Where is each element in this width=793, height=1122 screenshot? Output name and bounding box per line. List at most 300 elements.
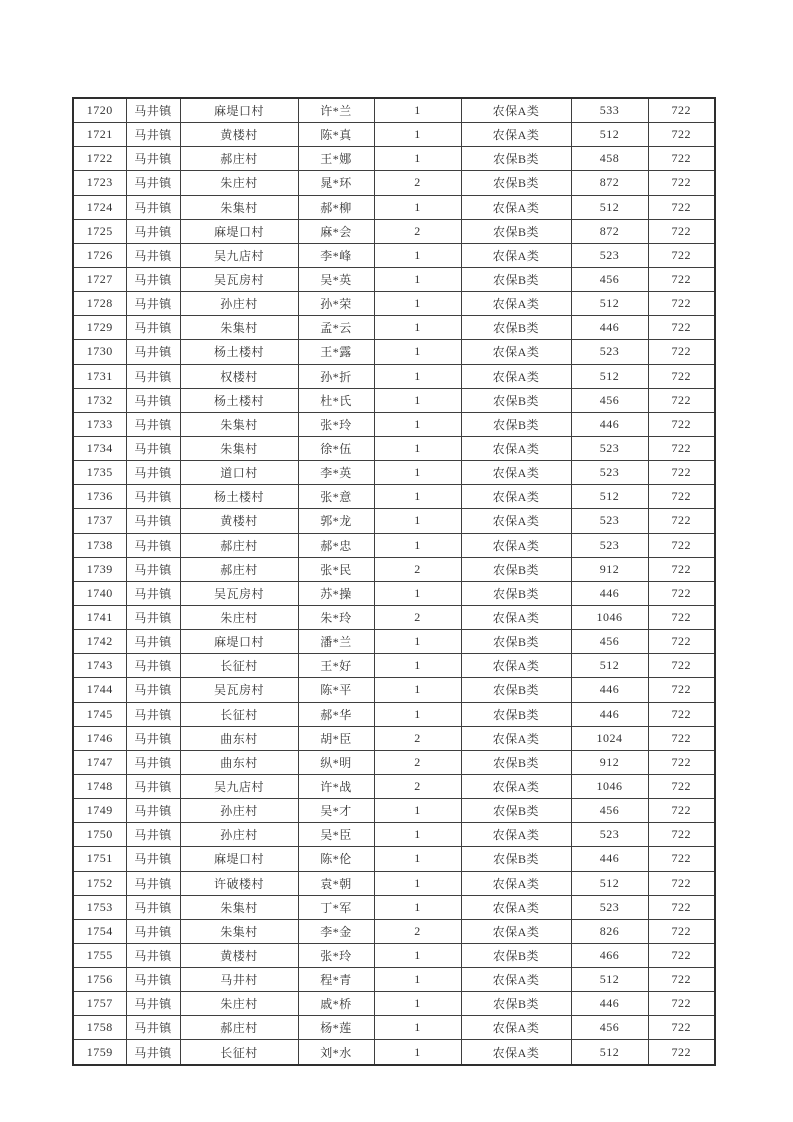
cell-village: 郝庄村 (180, 147, 298, 171)
cell-category: 农保B类 (461, 557, 571, 581)
table-row (73, 340, 715, 364)
cell-name: 苏*操 (298, 581, 374, 605)
cell-amount: 1046 (571, 774, 648, 798)
cell-amount: 1024 (571, 726, 648, 750)
cell-standard: 722 (648, 340, 715, 364)
cell-name: 张*玲 (298, 412, 374, 436)
cell-amount: 523 (571, 895, 648, 919)
cell-persons: 1 (374, 340, 461, 364)
table-row (73, 171, 715, 195)
cell-name: 袁*朝 (298, 871, 374, 895)
cell-category: 农保A类 (461, 605, 571, 629)
cell-standard: 722 (648, 943, 715, 967)
cell-category: 农保A类 (461, 533, 571, 557)
cell-standard: 722 (648, 436, 715, 460)
cell-town: 马井镇 (126, 799, 180, 823)
table-row (73, 412, 715, 436)
cell-town: 马井镇 (126, 871, 180, 895)
cell-standard: 722 (648, 678, 715, 702)
table-row (73, 1016, 715, 1040)
cell-town: 马井镇 (126, 147, 180, 171)
cell-category: 农保B类 (461, 219, 571, 243)
cell-town: 马井镇 (126, 436, 180, 460)
cell-name: 张*民 (298, 557, 374, 581)
cell-seq: 1736 (73, 485, 126, 509)
cell-persons: 1 (374, 799, 461, 823)
table-row (73, 630, 715, 654)
cell-village: 黄楼村 (180, 509, 298, 533)
cell-village: 吴瓦房村 (180, 581, 298, 605)
cell-standard: 722 (648, 98, 715, 123)
cell-seq: 1744 (73, 678, 126, 702)
table-row (73, 316, 715, 340)
cell-standard: 722 (648, 123, 715, 147)
cell-seq: 1752 (73, 871, 126, 895)
cell-standard: 722 (648, 461, 715, 485)
cell-village: 朱集村 (180, 919, 298, 943)
cell-category: 农保B类 (461, 267, 571, 291)
cell-name: 郝*忠 (298, 533, 374, 557)
cell-town: 马井镇 (126, 485, 180, 509)
benefit-roster-table (72, 97, 716, 1066)
cell-name: 许*战 (298, 774, 374, 798)
cell-standard: 722 (648, 557, 715, 581)
cell-seq: 1722 (73, 147, 126, 171)
cell-amount: 523 (571, 461, 648, 485)
cell-town: 马井镇 (126, 702, 180, 726)
cell-seq: 1728 (73, 292, 126, 316)
cell-village: 朱庄村 (180, 171, 298, 195)
cell-name: 陈*平 (298, 678, 374, 702)
cell-amount: 456 (571, 799, 648, 823)
cell-persons: 1 (374, 412, 461, 436)
cell-name: 陈*真 (298, 123, 374, 147)
cell-name: 丁*军 (298, 895, 374, 919)
cell-standard: 722 (648, 364, 715, 388)
cell-name: 晁*环 (298, 171, 374, 195)
cell-seq: 1721 (73, 123, 126, 147)
cell-category: 农保B类 (461, 943, 571, 967)
cell-category: 农保A类 (461, 919, 571, 943)
cell-category: 农保A类 (461, 243, 571, 267)
cell-seq: 1737 (73, 509, 126, 533)
cell-standard: 722 (648, 968, 715, 992)
cell-village: 杨土楼村 (180, 485, 298, 509)
cell-name: 陈*伦 (298, 847, 374, 871)
cell-standard: 722 (648, 799, 715, 823)
cell-village: 朱庄村 (180, 992, 298, 1016)
cell-village: 朱集村 (180, 195, 298, 219)
cell-category: 农保B类 (461, 678, 571, 702)
cell-village: 长征村 (180, 654, 298, 678)
cell-town: 马井镇 (126, 678, 180, 702)
cell-town: 马井镇 (126, 340, 180, 364)
cell-category: 农保B类 (461, 630, 571, 654)
cell-name: 朱*玲 (298, 605, 374, 629)
cell-seq: 1733 (73, 412, 126, 436)
cell-amount: 512 (571, 195, 648, 219)
cell-town: 马井镇 (126, 750, 180, 774)
cell-town: 马井镇 (126, 1016, 180, 1040)
cell-seq: 1754 (73, 919, 126, 943)
cell-town: 马井镇 (126, 1040, 180, 1065)
cell-standard: 722 (648, 171, 715, 195)
table-row (73, 774, 715, 798)
cell-town: 马井镇 (126, 968, 180, 992)
cell-village: 朱集村 (180, 316, 298, 340)
cell-standard: 722 (648, 1040, 715, 1065)
cell-persons: 1 (374, 992, 461, 1016)
cell-persons: 1 (374, 243, 461, 267)
table-row (73, 799, 715, 823)
cell-category: 农保B类 (461, 388, 571, 412)
cell-standard: 722 (648, 726, 715, 750)
table-row (73, 702, 715, 726)
cell-seq: 1734 (73, 436, 126, 460)
cell-category: 农保B类 (461, 992, 571, 1016)
cell-village: 权楼村 (180, 364, 298, 388)
table-row (73, 871, 715, 895)
cell-persons: 2 (374, 726, 461, 750)
cell-seq: 1742 (73, 630, 126, 654)
cell-category: 农保A类 (461, 485, 571, 509)
cell-village: 朱集村 (180, 895, 298, 919)
cell-amount: 456 (571, 267, 648, 291)
cell-name: 李*峰 (298, 243, 374, 267)
cell-persons: 2 (374, 605, 461, 629)
cell-amount: 512 (571, 485, 648, 509)
cell-persons: 2 (374, 919, 461, 943)
cell-town: 马井镇 (126, 654, 180, 678)
cell-standard: 722 (648, 292, 715, 316)
table-row (73, 919, 715, 943)
cell-category: 农保A类 (461, 123, 571, 147)
cell-amount: 512 (571, 654, 648, 678)
cell-category: 农保A类 (461, 195, 571, 219)
cell-persons: 2 (374, 774, 461, 798)
cell-seq: 1726 (73, 243, 126, 267)
cell-name: 许*兰 (298, 98, 374, 123)
cell-village: 麻堤口村 (180, 219, 298, 243)
cell-village: 朱庄村 (180, 605, 298, 629)
cell-category: 农保A类 (461, 1016, 571, 1040)
cell-town: 马井镇 (126, 823, 180, 847)
cell-persons: 1 (374, 98, 461, 123)
cell-seq: 1741 (73, 605, 126, 629)
cell-name: 程*青 (298, 968, 374, 992)
cell-amount: 523 (571, 823, 648, 847)
cell-village: 杨土楼村 (180, 388, 298, 412)
cell-persons: 1 (374, 509, 461, 533)
cell-seq: 1747 (73, 750, 126, 774)
cell-persons: 2 (374, 557, 461, 581)
cell-persons: 1 (374, 267, 461, 291)
cell-village: 郝庄村 (180, 557, 298, 581)
cell-category: 农保B类 (461, 750, 571, 774)
cell-persons: 1 (374, 147, 461, 171)
cell-seq: 1757 (73, 992, 126, 1016)
cell-category: 农保A类 (461, 654, 571, 678)
cell-category: 农保A类 (461, 436, 571, 460)
cell-persons: 1 (374, 195, 461, 219)
table-row (73, 123, 715, 147)
cell-name: 王*娜 (298, 147, 374, 171)
table-row (73, 726, 715, 750)
cell-amount: 512 (571, 968, 648, 992)
cell-town: 马井镇 (126, 98, 180, 123)
cell-persons: 1 (374, 388, 461, 412)
cell-amount: 872 (571, 219, 648, 243)
table-row (73, 195, 715, 219)
cell-town: 马井镇 (126, 509, 180, 533)
cell-persons: 1 (374, 630, 461, 654)
cell-seq: 1730 (73, 340, 126, 364)
cell-persons: 1 (374, 1040, 461, 1065)
table-row (73, 243, 715, 267)
table-row (73, 847, 715, 871)
cell-persons: 1 (374, 895, 461, 919)
cell-standard: 722 (648, 774, 715, 798)
cell-name: 潘*兰 (298, 630, 374, 654)
cell-amount: 512 (571, 871, 648, 895)
table-row (73, 1040, 715, 1065)
cell-name: 吴*才 (298, 799, 374, 823)
cell-village: 麻堤口村 (180, 98, 298, 123)
cell-village: 曲东村 (180, 726, 298, 750)
cell-category: 农保B类 (461, 316, 571, 340)
cell-town: 马井镇 (126, 461, 180, 485)
cell-amount: 523 (571, 533, 648, 557)
table-row (73, 436, 715, 460)
cell-village: 长征村 (180, 702, 298, 726)
cell-seq: 1729 (73, 316, 126, 340)
cell-town: 马井镇 (126, 992, 180, 1016)
cell-name: 吴*臣 (298, 823, 374, 847)
cell-seq: 1740 (73, 581, 126, 605)
cell-town: 马井镇 (126, 388, 180, 412)
cell-amount: 446 (571, 678, 648, 702)
cell-amount: 446 (571, 702, 648, 726)
table-row (73, 292, 715, 316)
cell-town: 马井镇 (126, 605, 180, 629)
cell-category: 农保A类 (461, 461, 571, 485)
cell-amount: 456 (571, 1016, 648, 1040)
table-row (73, 823, 715, 847)
cell-standard: 722 (648, 485, 715, 509)
cell-persons: 1 (374, 485, 461, 509)
cell-standard: 722 (648, 1016, 715, 1040)
cell-category: 农保A类 (461, 823, 571, 847)
table-row (73, 509, 715, 533)
table-row (73, 267, 715, 291)
table-row (73, 678, 715, 702)
cell-town: 马井镇 (126, 895, 180, 919)
table-row (73, 219, 715, 243)
cell-standard: 722 (648, 702, 715, 726)
cell-town: 马井镇 (126, 919, 180, 943)
cell-name: 杜*氏 (298, 388, 374, 412)
cell-standard: 722 (648, 316, 715, 340)
table-row (73, 605, 715, 629)
cell-amount: 512 (571, 292, 648, 316)
cell-amount: 912 (571, 557, 648, 581)
cell-seq: 1748 (73, 774, 126, 798)
cell-seq: 1756 (73, 968, 126, 992)
cell-standard: 722 (648, 871, 715, 895)
cell-town: 马井镇 (126, 943, 180, 967)
cell-persons: 2 (374, 171, 461, 195)
cell-seq: 1746 (73, 726, 126, 750)
cell-town: 马井镇 (126, 630, 180, 654)
cell-village: 杨土楼村 (180, 340, 298, 364)
cell-seq: 1751 (73, 847, 126, 871)
cell-category: 农保A类 (461, 968, 571, 992)
table-row (73, 943, 715, 967)
cell-village: 马井村 (180, 968, 298, 992)
cell-village: 吴瓦房村 (180, 267, 298, 291)
cell-seq: 1753 (73, 895, 126, 919)
cell-seq: 1749 (73, 799, 126, 823)
cell-town: 马井镇 (126, 557, 180, 581)
table-row (73, 750, 715, 774)
cell-persons: 1 (374, 823, 461, 847)
cell-amount: 446 (571, 992, 648, 1016)
cell-seq: 1743 (73, 654, 126, 678)
cell-category: 农保B类 (461, 147, 571, 171)
cell-standard: 722 (648, 243, 715, 267)
table-body (73, 98, 715, 1065)
cell-amount: 912 (571, 750, 648, 774)
cell-category: 农保B类 (461, 412, 571, 436)
cell-category: 农保A类 (461, 340, 571, 364)
cell-persons: 1 (374, 533, 461, 557)
cell-seq: 1739 (73, 557, 126, 581)
cell-amount: 1046 (571, 605, 648, 629)
cell-village: 郝庄村 (180, 1016, 298, 1040)
cell-persons: 1 (374, 1016, 461, 1040)
cell-standard: 722 (648, 919, 715, 943)
cell-amount: 456 (571, 388, 648, 412)
table-row (73, 533, 715, 557)
cell-persons: 1 (374, 943, 461, 967)
cell-village: 朱集村 (180, 412, 298, 436)
cell-category: 农保B类 (461, 581, 571, 605)
table-row (73, 992, 715, 1016)
table-row (73, 388, 715, 412)
cell-persons: 2 (374, 219, 461, 243)
cell-amount: 446 (571, 316, 648, 340)
cell-persons: 1 (374, 316, 461, 340)
cell-standard: 722 (648, 605, 715, 629)
cell-amount: 446 (571, 412, 648, 436)
cell-town: 马井镇 (126, 581, 180, 605)
cell-seq: 1731 (73, 364, 126, 388)
cell-village: 吴九店村 (180, 243, 298, 267)
cell-amount: 512 (571, 123, 648, 147)
cell-village: 许破楼村 (180, 871, 298, 895)
cell-amount: 826 (571, 919, 648, 943)
cell-standard: 722 (648, 267, 715, 291)
cell-category: 农保A类 (461, 774, 571, 798)
cell-amount: 523 (571, 243, 648, 267)
cell-name: 胡*臣 (298, 726, 374, 750)
cell-standard: 722 (648, 847, 715, 871)
cell-persons: 1 (374, 436, 461, 460)
cell-name: 郭*龙 (298, 509, 374, 533)
cell-amount: 446 (571, 581, 648, 605)
cell-village: 黄楼村 (180, 123, 298, 147)
cell-amount: 512 (571, 364, 648, 388)
cell-persons: 1 (374, 702, 461, 726)
cell-persons: 1 (374, 654, 461, 678)
cell-persons: 1 (374, 871, 461, 895)
cell-town: 马井镇 (126, 123, 180, 147)
cell-category: 农保A类 (461, 509, 571, 533)
cell-standard: 722 (648, 412, 715, 436)
cell-name: 张*玲 (298, 943, 374, 967)
cell-seq: 1750 (73, 823, 126, 847)
cell-category: 农保A类 (461, 1040, 571, 1065)
cell-amount: 523 (571, 436, 648, 460)
cell-seq: 1745 (73, 702, 126, 726)
cell-name: 刘*水 (298, 1040, 374, 1065)
cell-name: 张*意 (298, 485, 374, 509)
table-row (73, 461, 715, 485)
cell-village: 长征村 (180, 1040, 298, 1065)
cell-standard: 722 (648, 388, 715, 412)
cell-town: 马井镇 (126, 847, 180, 871)
table-row (73, 147, 715, 171)
cell-category: 农保A类 (461, 871, 571, 895)
cell-amount: 458 (571, 147, 648, 171)
cell-name: 徐*伍 (298, 436, 374, 460)
cell-seq: 1735 (73, 461, 126, 485)
cell-town: 马井镇 (126, 364, 180, 388)
table-row (73, 581, 715, 605)
cell-standard: 722 (648, 219, 715, 243)
cell-persons: 1 (374, 123, 461, 147)
cell-village: 道口村 (180, 461, 298, 485)
cell-seq: 1758 (73, 1016, 126, 1040)
cell-persons: 1 (374, 968, 461, 992)
cell-name: 麻*会 (298, 219, 374, 243)
cell-town: 马井镇 (126, 195, 180, 219)
cell-seq: 1755 (73, 943, 126, 967)
cell-standard: 722 (648, 630, 715, 654)
cell-amount: 446 (571, 847, 648, 871)
cell-village: 孙庄村 (180, 292, 298, 316)
cell-seq: 1724 (73, 195, 126, 219)
cell-persons: 2 (374, 750, 461, 774)
cell-village: 黄楼村 (180, 943, 298, 967)
cell-amount: 512 (571, 1040, 648, 1065)
cell-town: 马井镇 (126, 412, 180, 436)
cell-category: 农保B类 (461, 171, 571, 195)
table-row (73, 895, 715, 919)
cell-category: 农保A类 (461, 364, 571, 388)
cell-seq: 1732 (73, 388, 126, 412)
table-row (73, 968, 715, 992)
cell-name: 戚*桥 (298, 992, 374, 1016)
cell-persons: 1 (374, 581, 461, 605)
cell-standard: 722 (648, 823, 715, 847)
cell-name: 郝*柳 (298, 195, 374, 219)
cell-seq: 1723 (73, 171, 126, 195)
cell-persons: 1 (374, 461, 461, 485)
cell-standard: 722 (648, 750, 715, 774)
cell-seq: 1725 (73, 219, 126, 243)
cell-amount: 533 (571, 98, 648, 123)
